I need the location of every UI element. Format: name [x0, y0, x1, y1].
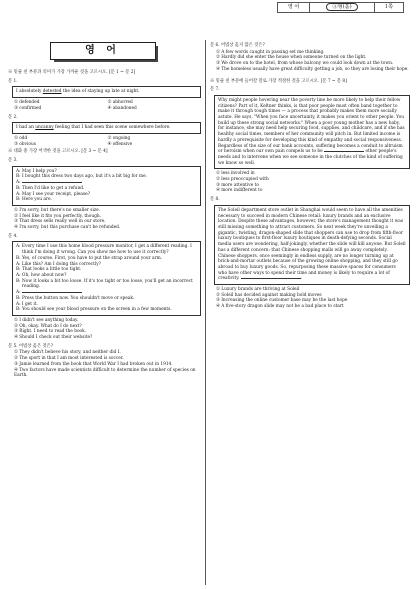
option[interactable]: ② I feel like it fits you perfectly, though. — [14, 213, 102, 219]
question-1-text-pre: I absolutely — [16, 89, 43, 95]
question-3-dialogue — [12, 166, 201, 206]
option[interactable]: ② Soleil has decided against making bold moves — [216, 292, 322, 298]
question-1-underlined: detested — [42, 89, 62, 95]
page-header — [277, 2, 404, 13]
question-6-number: 문 6. 어법상 옳지 않은 것은? — [210, 43, 265, 48]
header-subject: 영 어 — [278, 3, 311, 12]
option[interactable]: ④ A five-story dragon slide may not be a bad place to start — [216, 304, 344, 310]
option[interactable]: ③ Right. I need to read the book. — [14, 329, 87, 335]
option[interactable]: ① I'm sorry, but there's no smaller size. — [14, 207, 101, 213]
dialogue-line: B: Yes, of course. First, you have to put the strap around your arm. — [16, 255, 163, 261]
dialogue-line-blank: A: — [16, 180, 197, 186]
option[interactable]: ① Luxury brands are thriving at Soleil — [216, 287, 300, 293]
dialogue-line: B: Press the button now. You shouldn't move or speak. — [16, 295, 135, 301]
dialogue-line: B: Here you are. — [16, 197, 52, 203]
question-5-number: 문 5. 어법상 옳은 것은? — [8, 343, 54, 349]
option[interactable]: ④ more indifferent to — [216, 188, 263, 194]
header-page: 1쪽 — [384, 4, 393, 10]
question-1-text-post: the idea of staying up late at night. — [61, 89, 140, 95]
dialogue-line-blank: A: — [16, 290, 197, 296]
question-4-number: 문 4. — [8, 233, 18, 239]
option[interactable]: ① less involved in — [216, 171, 255, 177]
question-8-number: 문 8. — [210, 197, 220, 203]
header-exam-type: Ⓐ형(홀) — [326, 3, 357, 11]
option[interactable]: ③ confirmed — [14, 105, 42, 111]
option[interactable]: ④ I'm sorry, but this purchase can't be refunded. — [14, 225, 121, 231]
left-column — [8, 40, 201, 379]
option[interactable]: ② less preoccupied with — [216, 177, 269, 183]
dialogue-line: A: I get it. — [16, 301, 38, 307]
option[interactable]: ④ The homeless usually have great difficulty getting a job, so they are losing their hope. — [216, 66, 409, 72]
question-7-passage-text-end: other people's needs and to intervene when we see someone in the clutches of the kind of suffering we know so well. — [218, 149, 403, 166]
option[interactable]: ③ We drove on to the hotel, from whose balcony we could look down at the town. — [216, 61, 394, 67]
option[interactable]: ③ That dress sells really well in our store. — [14, 219, 106, 225]
section-instruction-3: ※ 밑줄 친 부분에 들어갈 말로 가장 적절한 것을 고르시오. [문 7 ~ 문 8] — [210, 78, 347, 84]
dialogue-line: A: May I see your receipt, please? — [16, 191, 91, 197]
option[interactable]: ③ more attentive to — [216, 182, 259, 188]
question-2-box — [12, 122, 201, 134]
dialogue-line: B: I bought this dress two days ago, but it's a bit big for me. — [16, 174, 148, 180]
right-column — [210, 40, 410, 310]
option[interactable]: ④ offensive — [107, 141, 133, 147]
option[interactable]: ④ Should I check out their website? — [14, 335, 93, 341]
question-1-box — [12, 86, 201, 98]
question-7-passage-text: Why might people hovering near the poverty line be more likely to help their fellow citizens? Part of it, Keltner thinks, is that poor people must often band together to make it through tough times — a process that probably makes them more socially astute. He says, "When you face uncertainty, it makes you orient to other people. You build up these strong social networks." When a poor young mother has a new baby, for instance, she may need help securing food, supplies, and childcare, and if she has healthy social times, members of her community will pitch in. But limited income is hardly a prerequisite for developing this kind of empathy and social responsiveness. Regardless of the size of our bank accounts, suffering becomes a conduit to altruism or heroism when our own pain compels us to be — [218, 97, 405, 155]
question-7-number: 문 7. — [210, 87, 220, 93]
option[interactable]: ② The sport in that I am most interested is soccer. — [14, 356, 124, 362]
question-8-passage: The Soleil department store outlet in Shanghai would seem to have all the amenities necessary to succeed in modern Chinese retail: luxury brands and an exclusive location. Despite these advantages, however, the store's management thought it was still missing something to attract customers. So next week they're unveiling a gigantic, twisting, dragon-shaped slide that shoppers can use to drop from fifth-floor luxury boutiques to first-floor luxury boutiques in death-defying seconds. Social media users are wondering, half-jokingly, whether the slide will kill anyone. But Soleil has a different concern: that Chinese shopping malls will go away completely. Chinese shoppers, once seemingly in endless supply, are no longer turning up at brick-and-mortar outlets because of the growing online shopping, and they still go abroad to buy luxury goods. So, repurposing these massive spaces for consumers who have other ways to spend their time and money is likely to require a lot of creativity. . — [214, 205, 410, 285]
dialogue-line: B: That looks a little too tight. — [16, 267, 82, 273]
option[interactable]: ② abhorred — [107, 100, 133, 106]
option[interactable]: ④ abandoned — [107, 105, 137, 111]
option[interactable]: ① They didn't believe his story, and neither did I. — [14, 350, 121, 356]
column-divider — [205, 40, 206, 585]
dialogue-line: A: Every time I use this home blood pressure monitor, I get a different reading. I think I'm doing it wrong. Can you show me how to use it correctly? — [16, 244, 192, 256]
dialogue-line: B: Now it looks a bit too loose. If it's too tight or too loose, you'll get an incorrect reading. — [16, 278, 193, 290]
section-instruction-2: ※ 대화 중 가장 어색한 것을 고르시오. [문 3 ~ 문 4] — [8, 149, 108, 155]
option[interactable]: ② Hardly did she enter the house when someone turned on the light. — [216, 55, 367, 61]
option[interactable]: ① I didn't see anything today. — [14, 317, 79, 323]
dialogue-line: A: Oh, how about now? — [16, 272, 67, 278]
subject-title: 영 어 — [50, 42, 156, 60]
option[interactable]: ② ongoing — [107, 135, 131, 141]
option[interactable]: ① defended — [14, 100, 40, 106]
option[interactable]: ① A few words caught in passing set me thinking. — [216, 49, 325, 55]
question-3-number: 문 3. — [8, 158, 18, 164]
option[interactable]: ① odd — [14, 135, 28, 141]
question-2-underlined: uncanny — [35, 125, 54, 131]
option[interactable]: ③ Jamie learned from the book that World War I had broken out in 1914. — [14, 361, 173, 367]
question-2-text-post: feeling that I had seen this scene somewhere before. — [53, 125, 171, 131]
dialogue-line: A: Like this? Am I doing this correctly? — [16, 261, 101, 267]
option[interactable]: ④ Two factors have made scientists difficult to determine the number of species on Earth. — [14, 367, 196, 379]
question-2-number: 문 2. — [8, 114, 18, 120]
question-1-number: 문 1. — [8, 78, 18, 84]
dialogue-line: B: Then I'd like to get a refund. — [16, 185, 85, 191]
question-7-passage — [214, 95, 410, 169]
option[interactable]: ③ Increasing the online customer base may be the last hope — [216, 298, 348, 304]
question-4-dialogue — [12, 241, 201, 315]
section-instruction-1: ※ 밑줄 친 부분과 의미가 가장 가까운 것을 고르시오. [문 1 ~ 문 2] — [8, 70, 136, 75]
subject-title-box — [50, 42, 160, 62]
question-1-options — [14, 100, 201, 111]
dialogue-line: A: May I help you? — [16, 168, 57, 174]
dialogue-line: B: You should see your blood pressure on the screen in a few moments. — [16, 307, 172, 313]
question-8-passage-text: The Soleil department store outlet in Shanghai would seem to have all the amenities necessary to succeed in modern Chinese retail: luxury brands and an exclusive location. Despite these advantages, however, the store's management thought it was still missing something to attract customers. So next week they're unveiling a gigantic, twisting, dragon-shaped slide that shoppers can use to drop from fifth-floor luxury boutiques to first-floor luxury boutiques in death-defying seconds. Social media users are wondering, half-jokingly, whether the slide will kill anyone. But Soleil has a different concern: that Chinese shopping malls will go away completely. Chinese shoppers, once seemingly in endless supply, are no longer turning up at brick-and-mortar outlets because of the growing online shopping, and they still go abroad to buy luxury goods. So, repurposing these massive spaces for consumers who have other ways to spend their time and money is likely to require a lot of creativity. — [218, 207, 406, 282]
question-2-text-pre: I had an — [16, 125, 36, 131]
option[interactable]: ③ obvious — [14, 141, 36, 147]
option[interactable]: ② Oh, okay. What do I do next? — [14, 323, 82, 329]
question-2-options — [14, 136, 201, 147]
